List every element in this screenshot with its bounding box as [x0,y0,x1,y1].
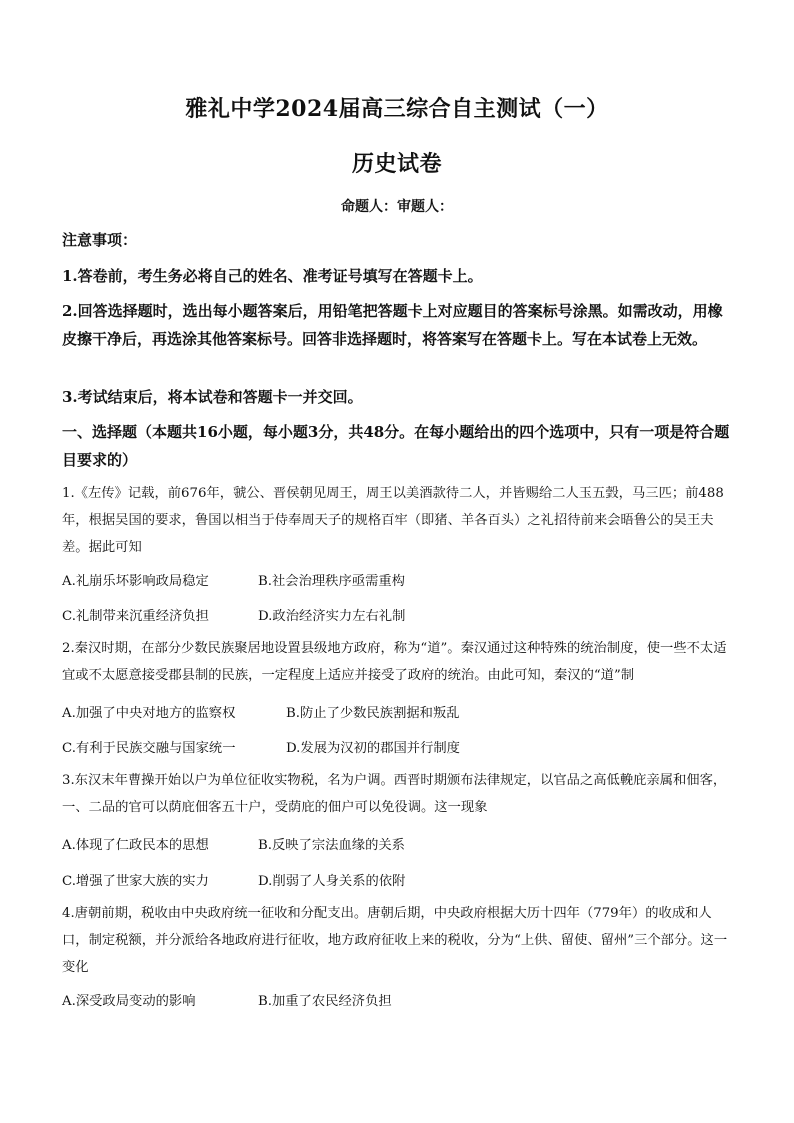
question-3-option-b: B.反映了宗法血缘的关系 [258,838,405,853]
question-3-stem: 3.东汉末年曹操开始以户为单位征收实物税，名为户调。西晋时期颁布法律规定，以官品之高低輓庇亲属和佃客，一、二品的官可以荫庇佃客五十户，受荫庇的佃户可以免役调。这一现象 [62,773,727,815]
question-4-stem: 4.唐朝前期，税收由中央政府统一征收和分配支出。唐朝后期，中央政府根据大历十四年（779年）的收成和人口，制定税额，并分派给各地政府进行征收，地方政府征收上来的税收，分为“上供、留使、留州”三个部分。这一变化 [62,906,728,975]
question-1-option-b: B.社会治理秩序亟需重构 [258,574,405,589]
question-3-option-d: D.削弱了人身关系的依附 [258,874,406,889]
question-2-option-a: A.加强了中央对地方的监察权 [62,706,236,721]
question-3-option-c: C.增强了世家大族的实力 [62,874,209,889]
notes-heading: 注意事项： [62,231,138,249]
question-3-option-a: A.体现了仁政民本的思想 [62,838,209,853]
question-4-option-b: B.加重了农民经济负担 [258,994,392,1009]
question-1-option-c: C.礼制带来沉重经济负担 [62,609,209,624]
question-2-option-b: B.防止了少数民族割据和叛乱 [286,706,460,721]
section-heading: 一、选择题（本题共16小题，每小题3分，共48分。在每小题给出的四个选项中，只有一项是符合题目要求的） [62,423,730,469]
page-subtitle: 历史试卷 [351,151,442,177]
page-title: 雅礼中学2024届高三综合自主测试（一） [185,96,609,122]
question-2-stem: 2.秦汉时期，在部分少数民族聚居地设置县级地方政府，称为“道”。秦汉通过这种特殊的统治制度，使一些不太适宜或不太愿意接受郡县制的民族，一定程度上适应并接受了政府的统治。由此可知，秦汉的“道”制 [62,641,727,683]
note-item-2: 2.回答选择题时，选出每小题答案后，用铅笔把答题卡上对应题目的答案标号涂黑。如需改动，用橡皮擦干净后，再选涂其他答案标号。回答非选择题时，将答案写在答题卡上。写在本试卷上无效。 [62,302,723,348]
question-1-option-a: A.礼崩乐坏影响政局稳定 [62,574,209,589]
question-1-option-d: D.政治经济实力左右礼制 [258,609,406,624]
question-2-option-c: C.有利于民族交融与国家统一 [62,741,236,756]
question-1-stem: 1.《左传》记载，前676年，虢公、晋侯朝见周王，周王以美酒款待二人，并皆赐给二人玉五瑴，马三匹；前488年，根据吴国的要求，鲁国以相当于侍奉周天子的规格百牢（即猪、羊各百头）之礼招待前来会晤鲁公的吴王夫差。据此可知 [62,486,724,555]
note-item-3: 3.考试结束后，将本试卷和答题卡一并交回。 [62,388,363,406]
note-item-1: 1.答卷前，考生务必将自己的姓名、准考证号填写在答题卡上。 [62,267,483,285]
question-2-option-d: D.发展为汉初的郡国并行制度 [286,741,460,756]
setter-line: 命题人：审题人： [341,199,453,215]
question-4-option-a: A.深受政局变动的影响 [62,994,196,1009]
